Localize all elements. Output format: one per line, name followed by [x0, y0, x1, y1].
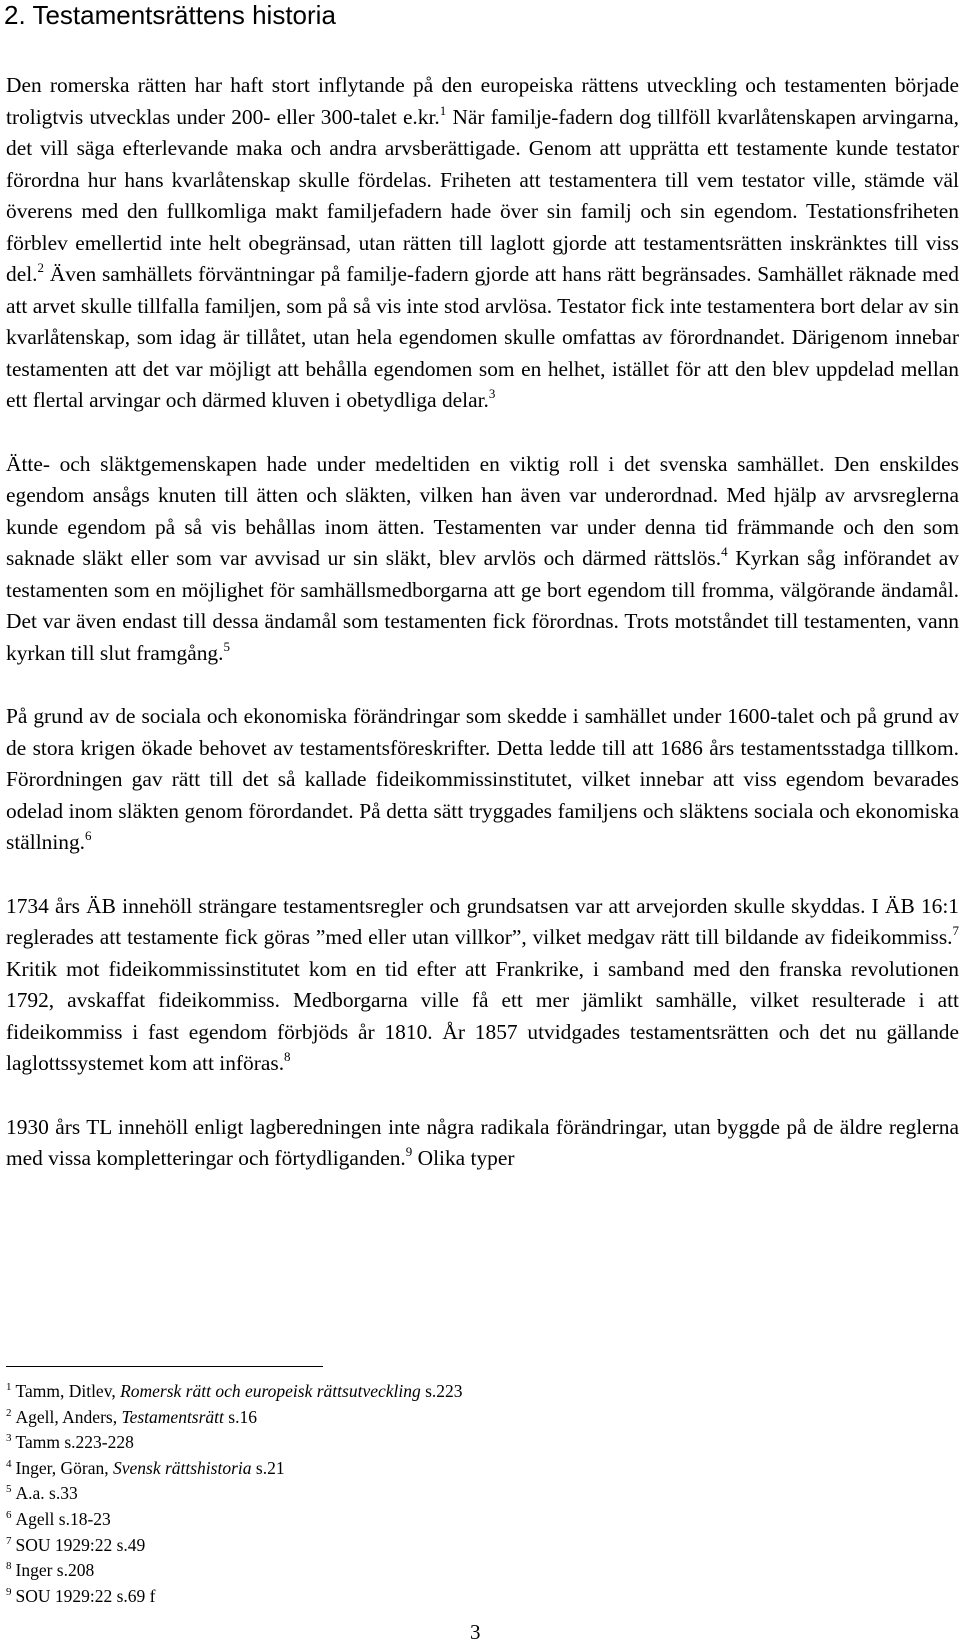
footnote [6, 1405, 906, 1431]
footnote-ref: 5 [223, 638, 230, 654]
footnote-text: SOU 1929:22 s.49 [15, 1534, 146, 1555]
text-run: När familje-fadern dog tillföll kvarlåtenskapen arvingarna, det vill säga efterlevande maka och andra arvsberättigade. Genom att upprätta ett testamente kunde testator förordna hur hans kvarlåtenskap skulle fördelas. Friheten att testamentera till vem testator ville, stämde väl överens med den fullkomliga makt familjefadern hade över sin familj och sin egendom. Testationsfriheten förblev emellertid inte helt obegränsad, utan rätten till laglott gjorde att testamentsrätten inskränktes till viss del. [6, 104, 959, 286]
footnote [6, 1456, 906, 1482]
page-number: 3 [470, 1620, 481, 1644]
footnote-text: Tamm s.223-228 [15, 1432, 134, 1453]
paragraph [6, 70, 959, 417]
footnote-ref: 3 [488, 386, 496, 401]
paragraph [6, 449, 959, 670]
text-run: Olika typer [412, 1146, 515, 1170]
footnote-number: 7 [6, 1534, 12, 1547]
footnote-number: 1 [6, 1381, 12, 1393]
footnote-text: Agell s.18-23 [15, 1508, 111, 1529]
footnote [6, 1533, 906, 1559]
text-run: På grund av de sociala och ekonomiska förändringar som skedde i samhället under 1600-talet och på grund av de stora krigen ökade behovet av testamentsföreskrifter. Detta ledde till att 1686 års testamentsstadga tillkom. Förordningen gav rätt till det så kallade fideikommissinstitutet, vilket innebar att viss egendom bevarades odelad inom släkten genom förordandet. På detta sätt tryggades familjens och släktens sociala och ekonomiska ställning. [6, 704, 959, 854]
footnote-number: 8 [6, 1560, 12, 1573]
footnote-number: 2 [6, 1406, 12, 1419]
footnote-number: 9 [6, 1585, 12, 1598]
footnote-number: 4 [6, 1457, 12, 1470]
footnote [6, 1430, 906, 1456]
footnote-title: Svensk rättshistoria [112, 1457, 252, 1478]
text-run: Den romerska rätten har haft stort inflytande på den europeiska rättens utveckling och testamenten började troligtvis utvecklas under 200- eller 300-talet e.kr. [6, 73, 959, 129]
footnote-text: Inger, Göran, [15, 1457, 113, 1478]
footnote-ref: 7 [952, 923, 959, 938]
footnote-page: s.223 [420, 1381, 463, 1401]
text-run: Kyrkan såg införandet av testamenten som en möjlighet för samhällsmedborgarna att ge bort egendom till fromma, välgörande ändamål. Det var även endast till dessa ändamål som testamenten fick förordnas. Trots motståndet till testamenten, vann kyrkan till slut framgång. [6, 546, 960, 665]
paragraph [6, 1112, 959, 1175]
footnote-number: 3 [6, 1432, 12, 1445]
footnote-page: s.16 [223, 1406, 257, 1427]
text-run: Ätte- och släktgemenskapen hade under medeltiden en viktig roll i det svenska samhället. Den enskildes egendom ansågs knuten till ätten och släkten, vilken han även var underordnad. Med hjälp av arvsreglerna kunde egendom på så vis behållas inom ätten. Testamenten var under denna tid främmande och den som saknade släkt eller som var avvisad ur sin släkt, blev arvlös och därmed rättslös. [6, 451, 959, 570]
footnote [6, 1558, 906, 1584]
footnote-title: Testamentsrätt [121, 1406, 224, 1427]
footnote [6, 1481, 906, 1507]
footnote-number: 5 [6, 1483, 12, 1496]
section-heading: 2. Testamentsrättens historia [4, 0, 336, 30]
footnote-text: A.a. s.33 [15, 1483, 78, 1504]
text-run: 1734 års ÄB innehöll strängare testamentsregler och grundsatsen var att arvejorden skulle skyddas. I ÄB 16:1 reglerades att testamente fick göras ”med eller utan villkor”, vilket medgav rätt till bildande av fideikommiss. [6, 893, 959, 949]
text-run: Kritik mot fideikommissinstitutet kom en tid efter att Frankrike, i samband med den franska revolutionen 1792, avskaffat fideikommiss. Medborgarna ville få ett mer jämlikt samhälle, vilket resulterade i att fideikommiss i fast egendom förbjöds år 1810. År 1857 utvidgades testamentsrätten och det nu gällande laglottssystemet kom att införas. [6, 956, 959, 1075]
footnote-page: s.21 [251, 1457, 285, 1478]
footnote-ref: 1 [439, 102, 447, 118]
footnote-text: Inger s.208 [15, 1560, 95, 1581]
paragraph [6, 891, 959, 1080]
body-text [6, 70, 959, 1175]
paragraph [6, 701, 959, 859]
text-run: 1930 års TL innehöll enligt lagberedningen inte några radikala förändringar, utan byggde på de äldre reglerna med vissa kompletteringar och förtydliganden. [6, 1114, 959, 1170]
footnote-text: Tamm, Ditlev, [15, 1381, 121, 1401]
footnote-separator [6, 1366, 323, 1367]
footnote [6, 1379, 906, 1405]
footnote-text: SOU 1929:22 s.69 f [15, 1585, 156, 1606]
text-run: Även samhällets förväntningar på familje-fadern gjorde att hans rätt begränsades. Samhället räknade med att arvet skulle tillfalla familjen, som på så vis inte stod arvlösa. Testator fick inte testamentera bort delar av sin kvarlåtenskap, som idag är tillåtet, utan hela egendomen skulle omfattas av förordnandet. Därigenom innebar testamenten att det var möjligt att behålla egendomen som en helhet, istället för att den blev uppdelad mellan ett flertal arvingar och därmed kluven i obetydliga delar. [6, 262, 959, 412]
footnote-ref: 2 [37, 260, 44, 275]
footnote-ref: 4 [721, 544, 728, 559]
footnote-title: Romersk rätt och europeisk rättsutveckling [120, 1381, 421, 1401]
footnote [6, 1584, 906, 1610]
footnote-ref: 8 [284, 1049, 291, 1064]
footnote [6, 1507, 906, 1533]
footnote-ref: 6 [85, 828, 92, 843]
footnote-ref: 9 [405, 1144, 413, 1159]
footnote-text: Agell, Anders, [15, 1406, 122, 1427]
footnote-number: 6 [6, 1508, 12, 1521]
footnotes [6, 1379, 906, 1609]
